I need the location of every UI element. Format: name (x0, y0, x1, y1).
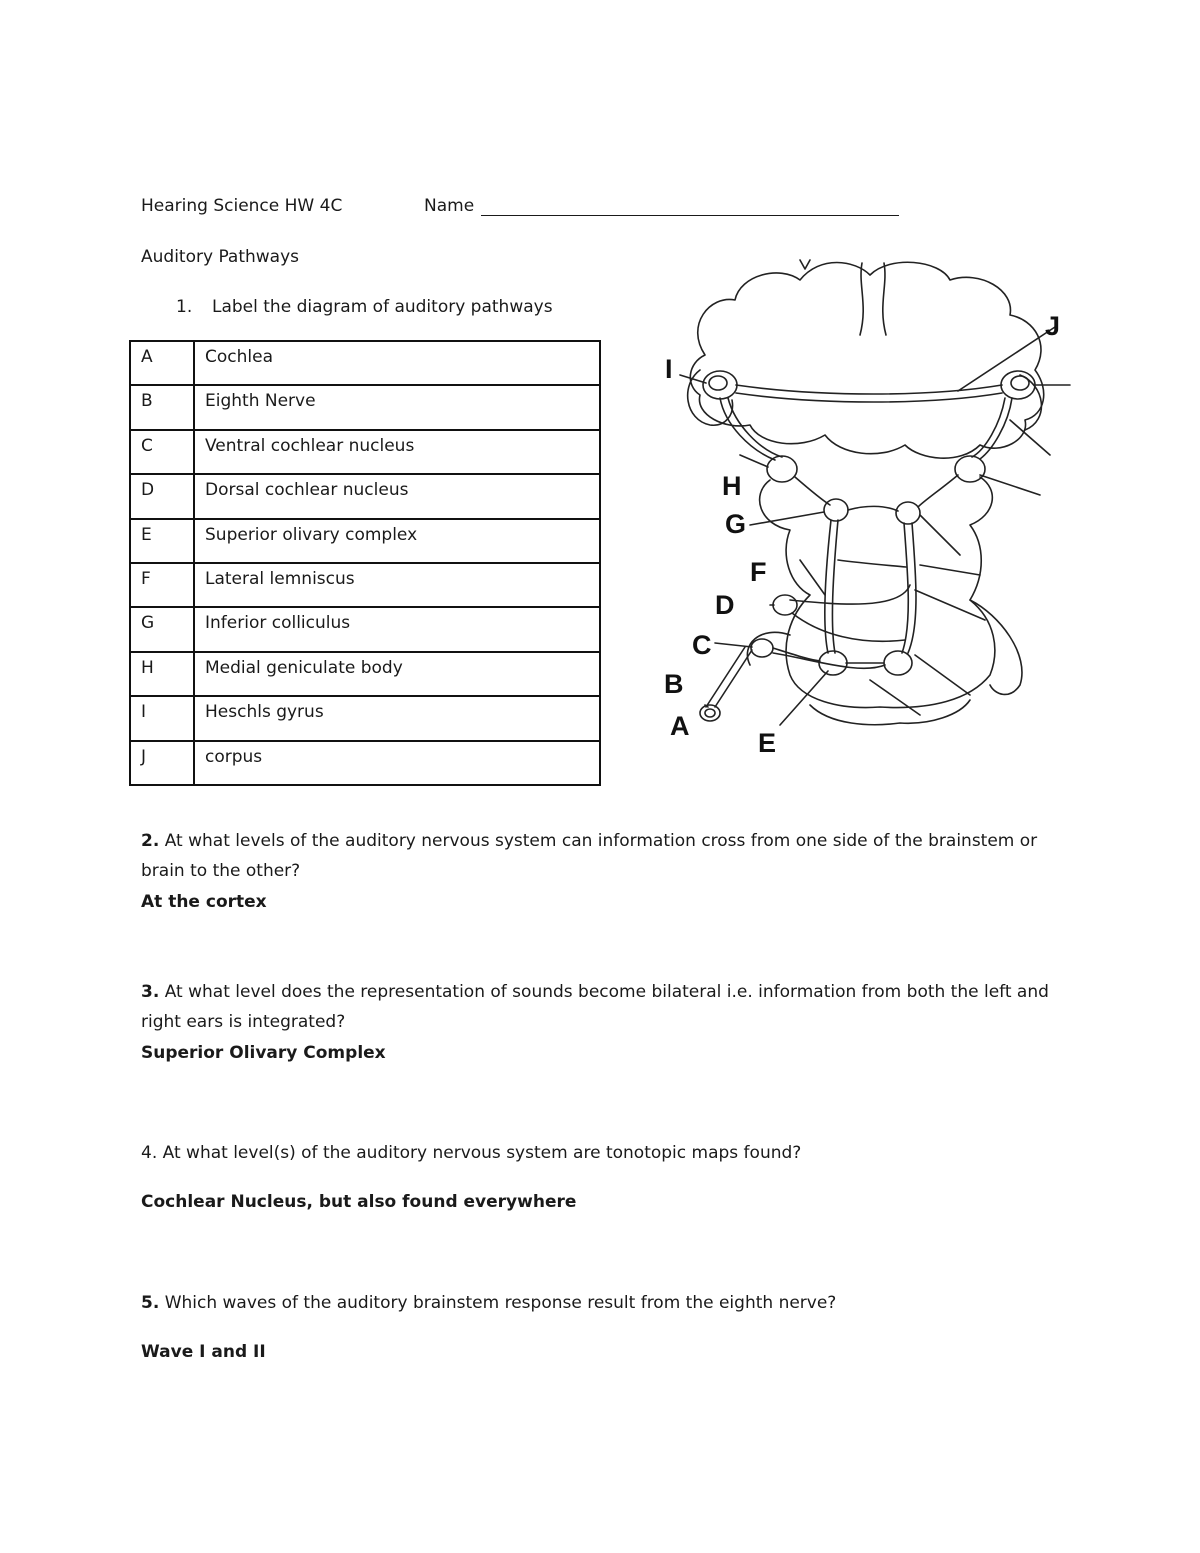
diagram-label-h: H (722, 471, 742, 501)
table-row (130, 341, 600, 385)
diagram-label-g: G (725, 509, 747, 539)
diagram-label-a: A (670, 711, 690, 741)
answer-2: At the cortex (141, 892, 267, 912)
row-letter: G (130, 607, 194, 651)
diagram-label-c: C (692, 630, 712, 660)
table-row (130, 696, 600, 740)
label-table (129, 340, 601, 786)
row-letter: E (130, 519, 194, 563)
question-4-number: 4. (141, 1143, 158, 1163)
row-term: Eighth Nerve (194, 385, 600, 429)
question-4 (141, 1138, 1071, 1168)
row-term: Heschls gyrus (194, 696, 600, 740)
row-letter: H (130, 652, 194, 696)
diagram-label-e: E (758, 728, 777, 758)
table-row (130, 385, 600, 429)
row-term: Inferior colliculus (194, 607, 600, 651)
question-2 (141, 826, 1071, 886)
row-letter: J (130, 741, 194, 785)
question-5 (141, 1288, 1071, 1318)
question-3-text: At what level does the representation of sounds become bilateral i.e. information from both the left and right ears is integrated? (141, 982, 1049, 1032)
section-title: Auditory Pathways (141, 247, 300, 267)
row-letter: A (130, 341, 194, 385)
question-2-text: At what levels of the auditory nervous system can information cross from one side of the brainstem or brain to the other? (141, 831, 1038, 881)
row-letter: F (130, 563, 194, 607)
diagram-label-b: B (664, 669, 684, 699)
row-term: corpus (194, 741, 600, 785)
question-2-number: 2. (141, 831, 160, 851)
row-term: Lateral lemniscus (194, 563, 600, 607)
question-4-text: At what level(s) of the auditory nervous system are tonotopic maps found? (157, 1143, 802, 1163)
question-1-number: 1. (176, 297, 193, 317)
answer-5: Wave I and II (141, 1342, 266, 1362)
row-term: Dorsal cochlear nucleus (194, 474, 600, 518)
name-blank-line (481, 215, 899, 216)
table-row (130, 519, 600, 563)
row-letter: I (130, 696, 194, 740)
row-term: Ventral cochlear nucleus (194, 430, 600, 474)
question-1-text: Label the diagram of auditory pathways (212, 297, 553, 317)
question-5-number: 5. (141, 1293, 160, 1313)
question-3 (141, 977, 1071, 1037)
question-3-number: 3. (141, 982, 160, 1002)
row-letter: C (130, 430, 194, 474)
row-letter: B (130, 385, 194, 429)
row-term: Superior olivary complex (194, 519, 600, 563)
diagram-label-d: D (715, 590, 735, 620)
row-term: Cochlea (194, 341, 600, 385)
table-row (130, 652, 600, 696)
question-5-text: Which waves of the auditory brainstem response result from the eighth nerve? (159, 1293, 837, 1313)
table-row (130, 430, 600, 474)
worksheet-title: Hearing Science HW 4C (141, 196, 343, 216)
table-row (130, 741, 600, 785)
answer-3: Superior Olivary Complex (141, 1043, 386, 1063)
table-row (130, 563, 600, 607)
row-term: Medial geniculate body (194, 652, 600, 696)
answer-4: Cochlear Nucleus, but also found everywhere (141, 1192, 577, 1212)
auditory-pathways-diagram (640, 255, 1080, 765)
table-row (130, 474, 600, 518)
diagram-label-j: J (1045, 311, 1061, 341)
row-letter: D (130, 474, 194, 518)
name-label: Name (424, 196, 475, 216)
diagram-label-f: F (750, 557, 767, 587)
diagram-label-i: I (665, 354, 673, 384)
table-row (130, 607, 600, 651)
